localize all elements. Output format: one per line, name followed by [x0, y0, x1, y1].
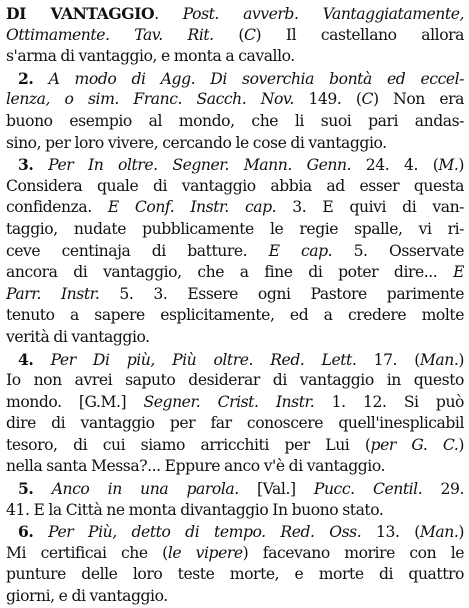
entry-line-1: DI VANTAGGIO. Post. avverb. Vantaggiatamente,	[6, 4, 464, 23]
sense-2-line-4: sino, per loro vivere, cercando le cose di vantaggio.	[6, 133, 387, 152]
sense-4-line-1: 4. Per Di più, Più oltre. Red. Lett. 17. (Man.)	[18, 349, 464, 369]
entry-line-3: s'arma di vantaggio, e monta a cavallo.	[6, 47, 295, 66]
sense-3-line-9: verità di vantaggio.	[6, 327, 150, 346]
sense-number: 5.	[18, 479, 34, 499]
sense-2-line-2: lenza, o sim. Franc. Sacch. Nov. 149. (C) Non era	[6, 90, 464, 109]
sense-number: 6.	[18, 522, 34, 542]
sense-number: 3.	[18, 155, 34, 175]
sense-3-line-3: confidenza. E Conf. Instr. cap. 3. E quivi di van-	[6, 198, 464, 217]
sense-4-line-3: mondo. [G.M.] Segner. Crist. Instr. 1. 12. Si può	[6, 392, 464, 411]
headword: DI VANTAGGIO	[6, 4, 155, 23]
sense-number: 4.	[18, 349, 34, 369]
sense-4-line-5: tesoro, di cui siamo arricchiti per Lui (per G. C.)	[6, 435, 464, 454]
sense-number: 2.	[18, 68, 34, 88]
sense-6-line-2: Mi certificai che (le vipere) facevano morire con le	[6, 543, 464, 562]
entry-line-2: Ottimamente. Tav. Rit. (C) Il castellano allora	[6, 25, 464, 44]
sense-2-line-1: 2. A modo di Agg. Di soverchia bontà ed eccel-	[18, 68, 464, 88]
sense-5-line-2: 41. E la Città ne monta divantaggio In buono stato.	[6, 500, 384, 519]
sense-5-line-1: 5. Anco in una parola. [Val.] Pucc. Centil. 29.	[18, 479, 464, 499]
sense-6-line-1: 6. Per Più, detto di tempo. Red. Oss. 13. (Man.)	[18, 522, 464, 542]
sense-6-line-4: giorni, e di vantaggio.	[6, 587, 168, 606]
sense-3-line-7: Parr. Instr. 5. 3. Essere ogni Pastore parimente	[6, 284, 464, 303]
sense-3-line-8: tenuto a sapere esplicitamente, ed a credere molte	[6, 306, 464, 325]
sense-2-line-3: buono esempio al mondo, che li suoi pari andas-	[6, 111, 464, 130]
sense-3-line-4: taggio, nudate pubblicamente le regie spalle, vi ri-	[6, 219, 464, 238]
sense-4-line-4: dire di vantaggio per far conoscere quell'inesplicabil	[6, 414, 464, 433]
sense-3-line-2: Considera quale di vantaggio abbia ad esser questa	[6, 176, 464, 195]
sense-4-line-2: Io non avrei saputo desiderar di vantaggio in questo	[6, 371, 464, 390]
sense-3-line-5: ceve centinaja di batture. E cap. 5. Osservate	[6, 241, 464, 260]
sense-3-line-1: 3. Per In oltre. Segner. Mann. Genn. 24. 4. (M.)	[18, 155, 464, 175]
sense-6-line-3: punture delle loro teste morte, e morte di quattro	[6, 565, 464, 584]
sense-3-line-6: ancora di vantaggio, che a fine di poter dire... E	[6, 263, 464, 282]
sense-4-line-6: nella santa Messa?... Eppure anco v'è di vantaggio.	[6, 457, 385, 476]
